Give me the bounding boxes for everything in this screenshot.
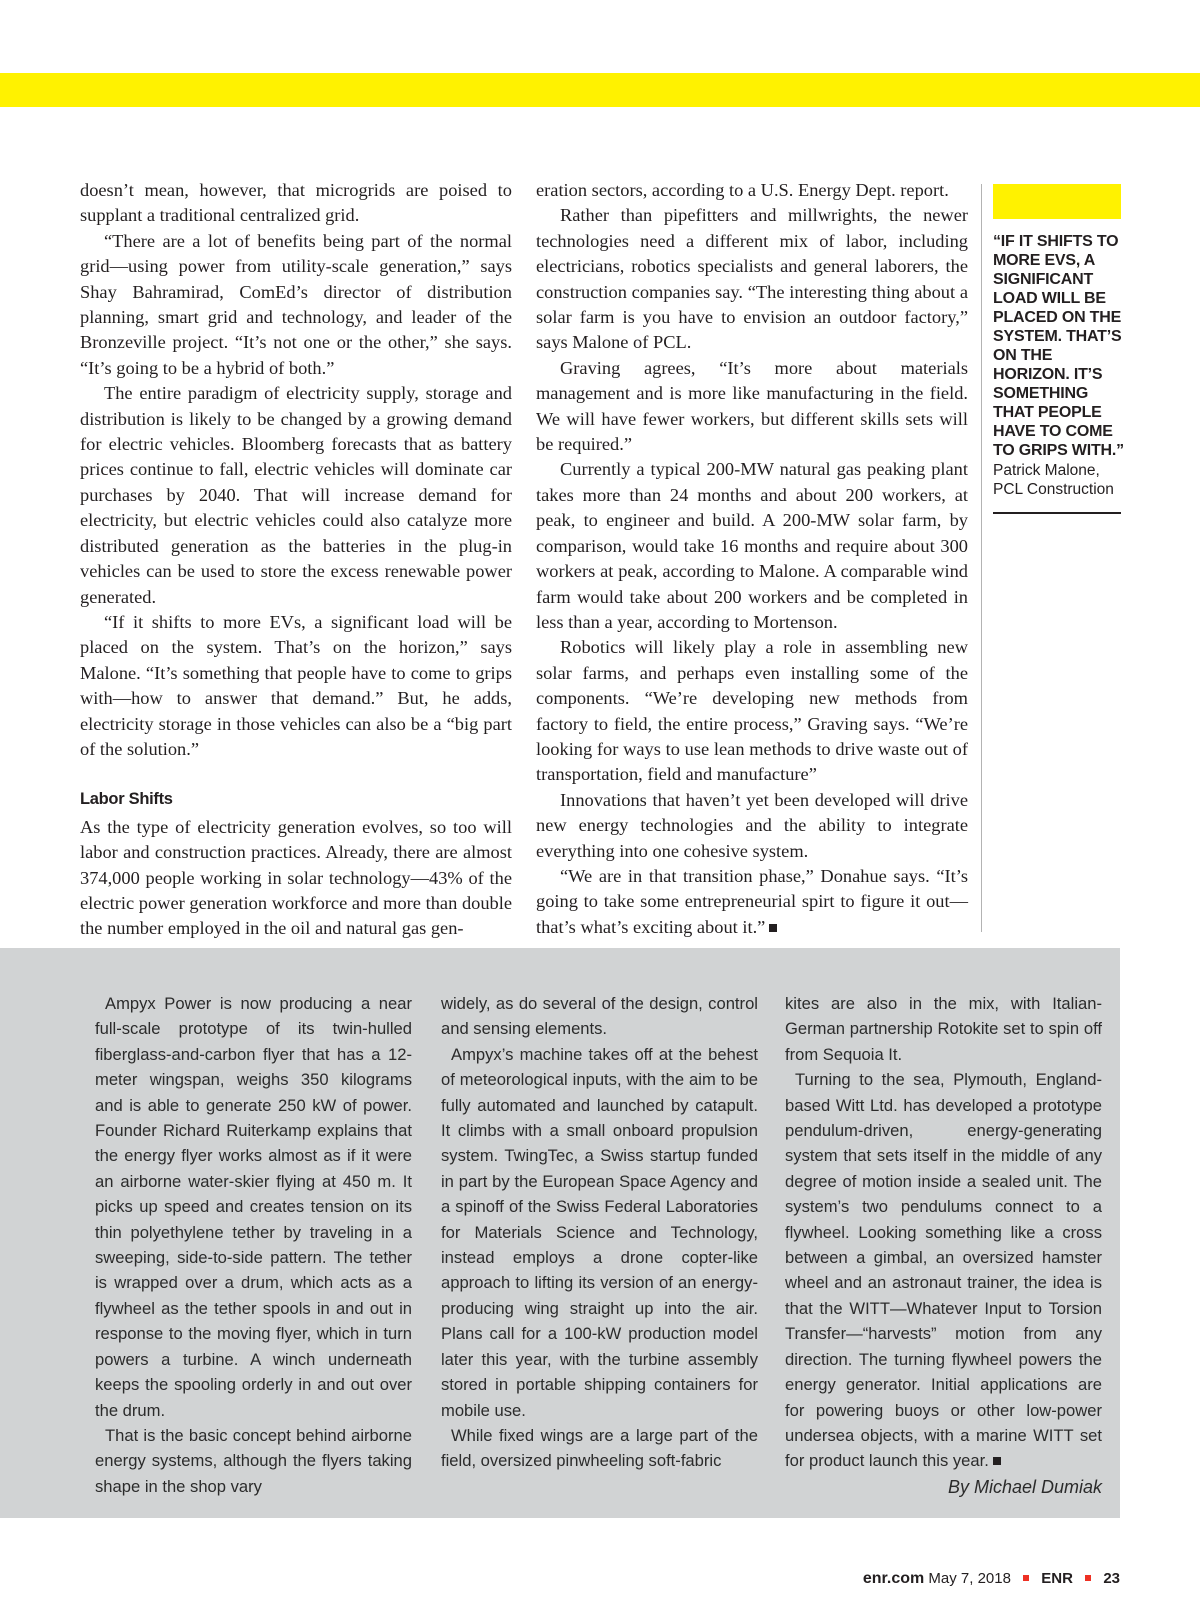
sidebar-column-1 [95, 991, 412, 1499]
paragraph [536, 864, 968, 940]
pullquote-rule [993, 512, 1121, 514]
pullquote-attribution-name: Patrick Malone, [993, 462, 1100, 479]
paragraph: widely, as do several of the design, control and sensing elements. [441, 994, 758, 1039]
paragraph: eration sectors, according to a U.S. Energy Dept. report. [536, 180, 949, 200]
top-accent-bar [0, 73, 1200, 107]
paragraph: “There are a lot of benefits being part of the normal grid—using power from utility-scale generation,” says Shay Bahramirad, ComEd’s director of distribution planning, smart grid and technology, and leader of the Bronzeville project. “It’s not one or the other,” she says. “It’s going to be a hybrid of both.” [80, 230, 512, 378]
closing-paragraph-text: “We are in that transition phase,” Donahue says. “It’s going to take some entrepreneurial spirt to figure it out—that’s what’s exciting about it.” [536, 865, 968, 937]
paragraph: The entire paradigm of electricity supply, storage and distribution is likely to be changed by a growing demand for electric vehicles. Bloomberg forecasts that as battery prices continue to fall, electric vehicles will dominate car purchases by 2040. That will increase demand for electricity, but electric vehicles could also catalyze more distributed generation as the batteries in the plug-in vehicles can be used to store the excess renewable power generated. [80, 383, 512, 607]
paragraph: That is the basic concept behind airborne energy systems, although the flyers taking shape in the shop vary [95, 1425, 412, 1496]
pullquote [993, 232, 1125, 499]
paragraph: As the type of electricity generation evolves, so too will labor and construction practices. Already, there are almost 374,000 people working in solar technology—43% of the electric power generation workforce and more than double the number employed in the oil and natural gas gen- [80, 816, 512, 939]
closing-paragraph-text: Turning to the sea, Plymouth, England-based Witt Ltd. has developed a prototype pendulum-driven, energy-generating system that sets itself in the middle of any degree of motion inside a sealed unit. The system’s two pendulums connect to a flywheel. Looking something like a cross between a gimbal, an oversized hamster wheel and an astronaut trainer, the idea is that the WITT—Whatever Input to Torsion Transfer—“harvests” motion from any direction. The turning flywheel powers the energy generator. Initial applications are for powering buoys or other low-power undersea objects, with a marine WITT set for product launch this year. [785, 1070, 1102, 1471]
article-column-2 [536, 178, 968, 940]
page-number: 23 [1103, 1570, 1120, 1587]
pullquote-attribution-org: PCL Construction [993, 481, 1114, 498]
paragraph: Robotics will likely play a role in assembling new solar farms, and perhaps even installing some of the components. “We’re developing new methods from factory to field, the entire process,” Graving says. “We’re looking for ways to use lean methods to drive waste out of transportation, field and manufacture” [536, 637, 968, 785]
article-column-1 [80, 178, 512, 942]
paragraph: doesn’t mean, however, that microgrids are poised to supplant a traditional centralized grid. [80, 180, 512, 226]
paragraph: “If it shifts to more EVs, a significant load will be placed on the system. That’s on the horizon,” says Malone. “It’s something that people have to come to grips with—how to answer that demand.” But, he adds, electricity storage in those vehicles can also be a “big part of the solution.” [80, 611, 512, 759]
end-mark-icon [993, 1457, 1001, 1465]
pullquote-text: “IF IT SHIFTS TO MORE EVS, A SIGNIFICANT LOAD WILL BE PLACED ON THE SYSTEM. THAT’S ON THE HORIZON. IT’S SOMETHING THAT PEOPLE HAVE TO COME TO GRIPS WITH.” [993, 233, 1124, 459]
paragraph: Ampyx’s machine takes off at the behest of meteorological inputs, with the aim to be fully automated and launched by catapult. It climbs with a small onboard propulsion system. TwingTec, a Swiss startup funded in part by the European Space Agency and a spinoff of the Swiss Federal Laboratories for Materials Science and Technology, instead employs a drone copter-like approach to lifting its version of an energy-producing wing straight up into the air. Plans call for a 100-kW production model later this year, with the turbine assembly stored in portable shipping containers for mobile use. [441, 1044, 758, 1420]
paragraph: Rather than pipefitters and millwrights, the newer technologies need a different mix of labor, including electricians, robotics specialists and general laborers, the construction companies say. “The interesting thing about a solar farm is you have to envision an outdoor factory,” says Malone of PCL. [536, 205, 968, 353]
paragraph: kites are also in the mix, with Italian-German partnership Rotokite set to spin off from Sequoia It. [785, 994, 1102, 1064]
column-divider [981, 184, 982, 932]
square-bullet-icon [1023, 1575, 1029, 1581]
sidebar-column-3 [785, 991, 1102, 1500]
page-footer [863, 1570, 1120, 1588]
pullquote-accent-bar [993, 184, 1121, 219]
paragraph: Graving agrees, “It’s more about materials management and is more like manufacturing in the field. We will have fewer workers, but different skills sets will be required.” [536, 357, 968, 455]
paragraph [785, 1067, 1102, 1474]
square-bullet-icon [1085, 1575, 1091, 1581]
end-mark-icon [769, 924, 777, 932]
paragraph: Innovations that haven’t yet been developed will drive new energy technologies and the ability to integrate everything into one cohesive system. [536, 789, 968, 861]
section-subhead: Labor Shifts [80, 790, 173, 809]
paragraph: Currently a typical 200-MW natural gas peaking plant takes more than 24 months and about 200 workers, at peak, to engineer and build. A 200-MW solar farm, by comparison, would take 16 months and require about 300 workers at peak, according to Malone. A comparable wind farm would take about 200 workers and be completed in less than a year, according to Mortenson. [536, 459, 968, 632]
byline: By Michael Dumiak [947, 1476, 1102, 1497]
paragraph: While fixed wings are a large part of the field, oversized pinwheeling soft-fabric [441, 1425, 758, 1471]
footer-date: May 7, 2018 [928, 1570, 1011, 1587]
footer-site: enr.com [862, 1570, 925, 1587]
footer-brand: ENR [1041, 1570, 1073, 1587]
paragraph: Ampyx Power is now producing a near full-scale prototype of its twin-hulled fiberglass-and-carbon flyer that has a 12-meter wingspan, weighs 350 kilograms and is able to generate 250 kW of power. Founder Richard Ruiterkamp explains that the energy flyer works almost as if it were an airborne water-skier flying at 450 m. It picks up speed and creates tension on its thin polyethylene tether by traveling in a sweeping, side-to-side pattern. The tether is wrapped over a drum, which acts as a flywheel as the tether spools in and out in response to the moving flyer, which in turn powers a turbine. A winch underneath keeps the spooling orderly in and out over the drum. [95, 994, 412, 1420]
sidebar-column-2 [441, 991, 758, 1474]
